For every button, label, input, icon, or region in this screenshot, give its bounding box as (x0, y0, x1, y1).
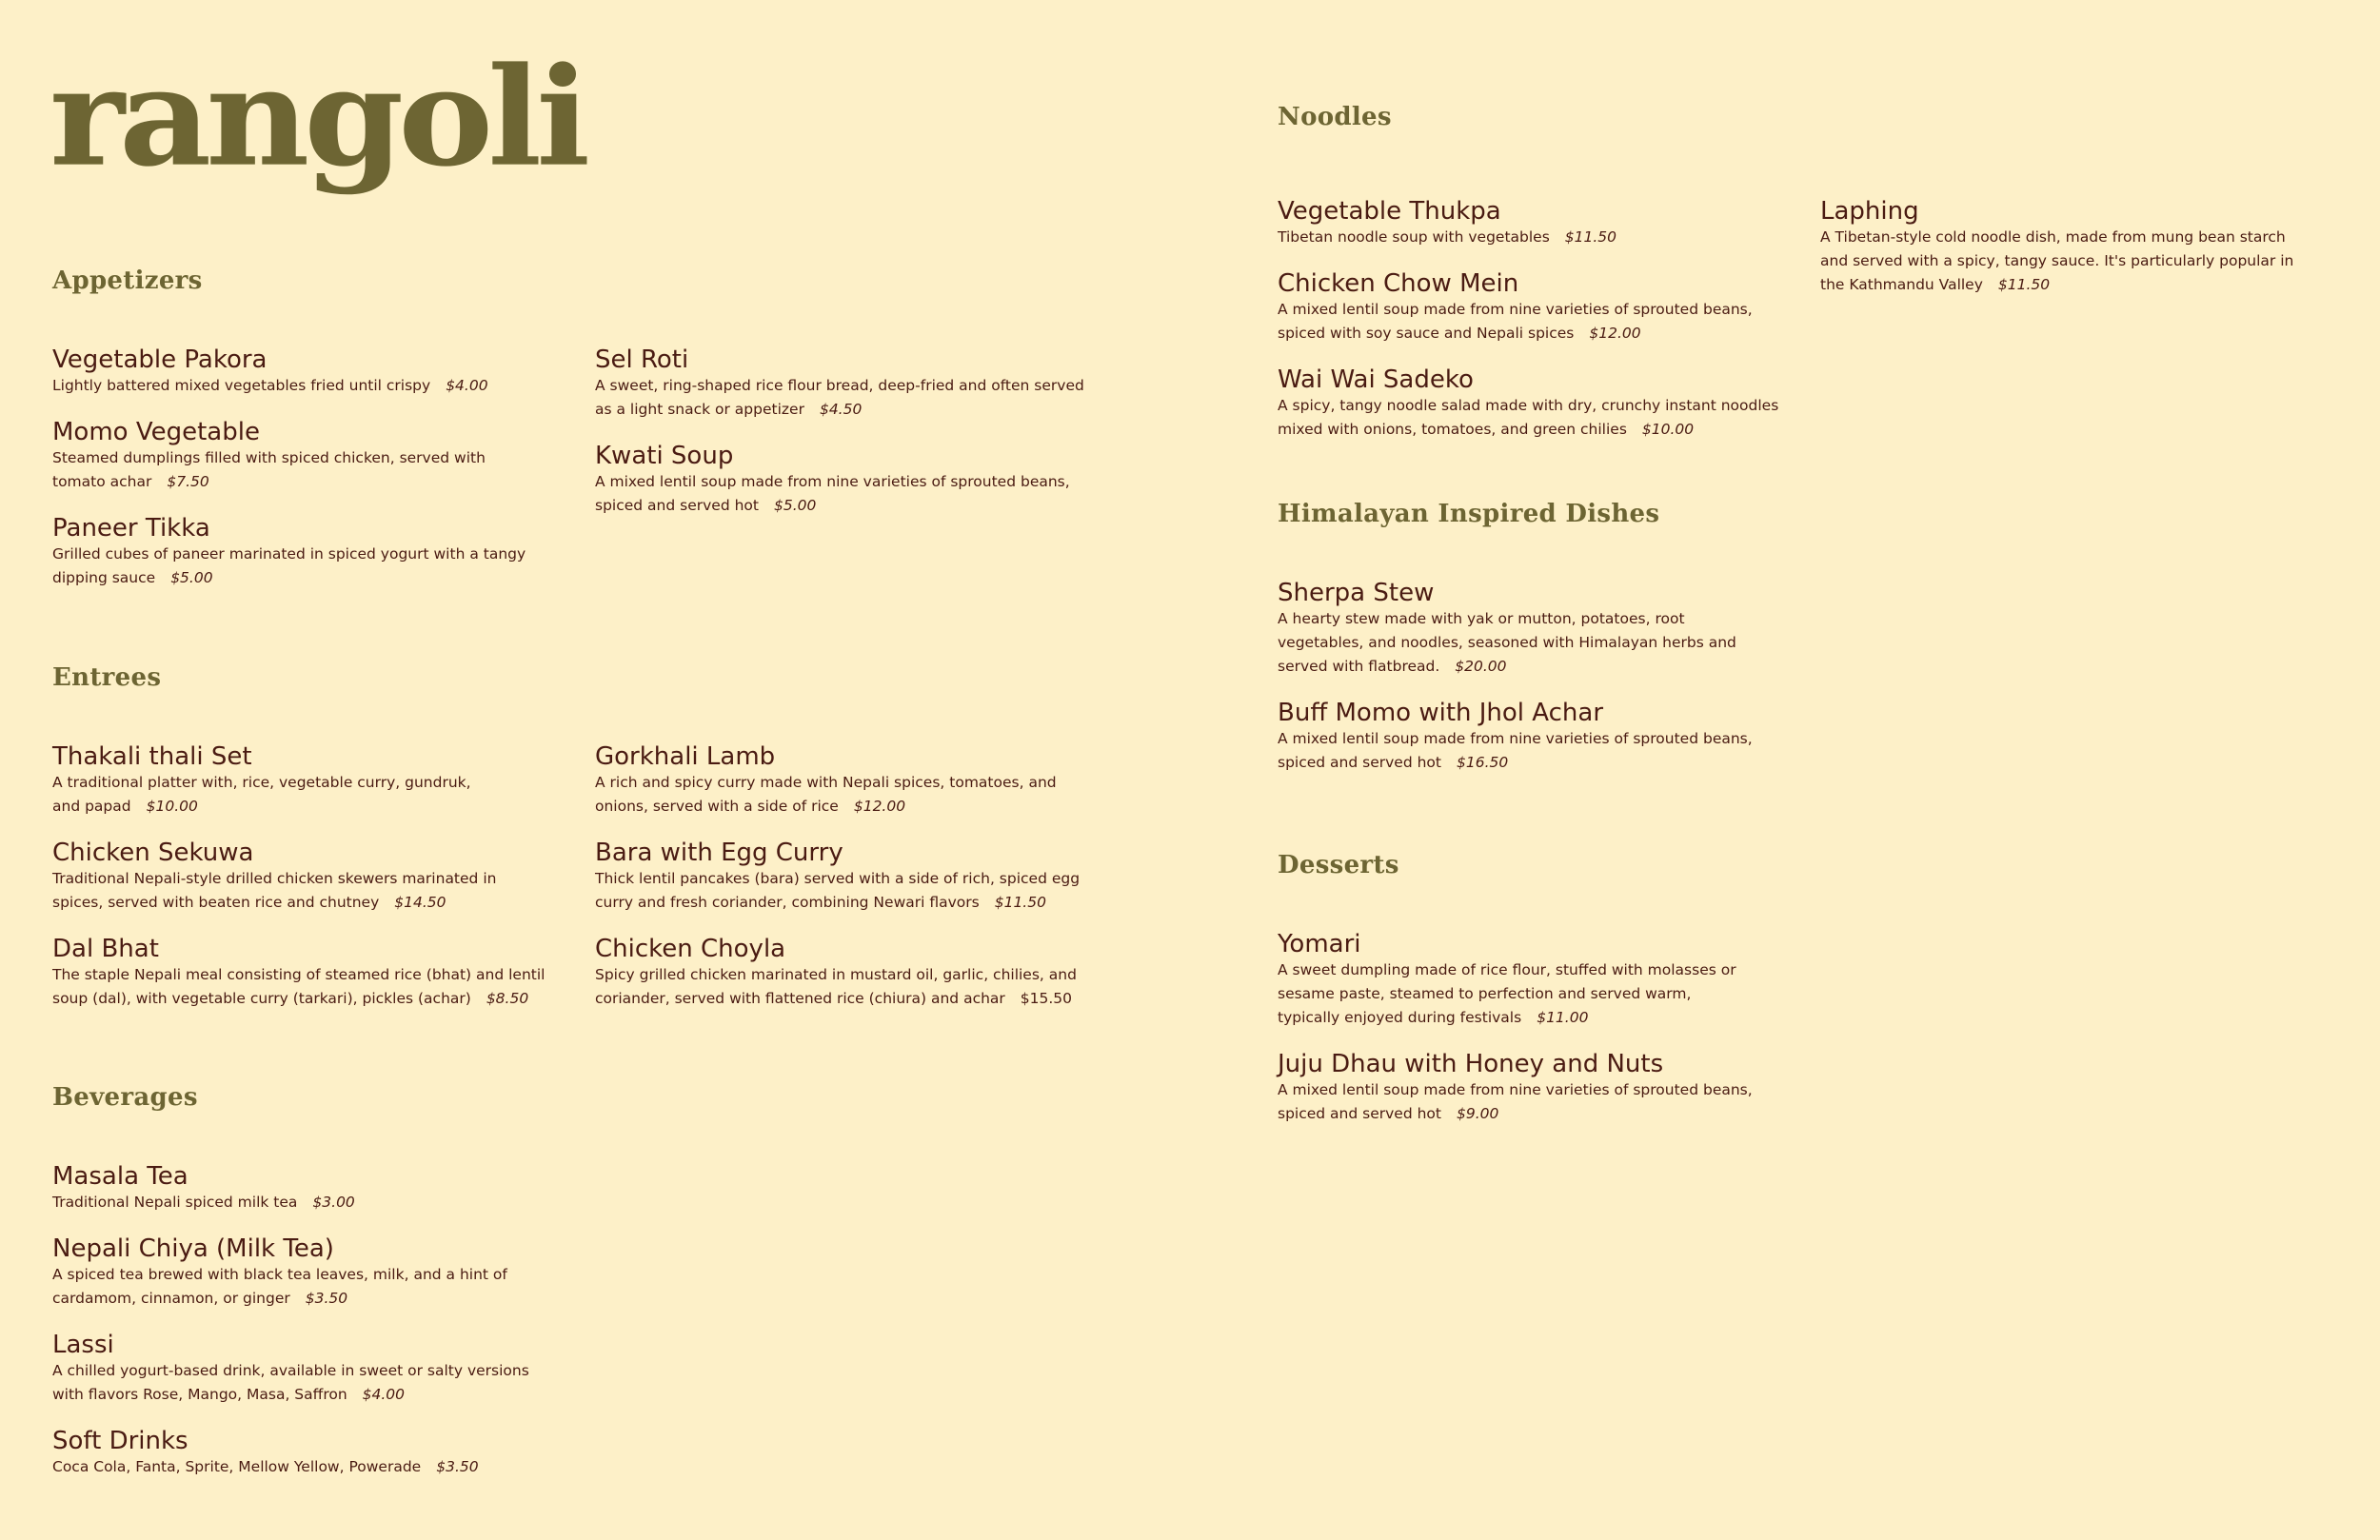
menu-item (52, 515, 595, 590)
menu-item (52, 1163, 595, 1214)
item-description: Tibetan noodle soup with vegetables (1278, 228, 1550, 246)
item-price: $11.50 (994, 894, 1046, 911)
section-title: Appetizers (52, 267, 203, 295)
item-description: A spiced tea brewed with black tea leaves, milk, and a hint of cardamom, cinnamon, or ginger (52, 1266, 507, 1307)
item-name: Masala Tea (52, 1162, 188, 1191)
item-description: The staple Nepali meal consisting of steamed rice (bhat) and lentil soup (dal), with vegetable curry (tarkari), pickles (achar) (52, 966, 545, 1007)
section-title: Noodles (1278, 103, 1392, 131)
item-name: Dal Bhat (52, 935, 159, 963)
item-price: $8.50 (486, 990, 529, 1007)
item-description: A chilled yogurt-based drink, available in sweet or salty versions with flavors Rose, Mango, Masa, Saffron (52, 1362, 529, 1403)
item-price: $9.00 (1456, 1105, 1499, 1122)
item-price: $7.50 (167, 473, 209, 490)
item-description: Traditional Nepali spiced milk tea (52, 1194, 298, 1211)
section-desserts (1278, 853, 1820, 1147)
section-title: Himalayan Inspired Dishes (1278, 500, 1660, 528)
item-description: A traditional platter with, rice, vegetable curry, gundruk, and papad (52, 774, 471, 815)
menu-item (595, 346, 1138, 422)
item-price: $3.50 (436, 1458, 479, 1475)
item-description: A mixed lentil soup made from nine varieties of sprouted beans, spiced and served hot (1278, 730, 1753, 771)
item-name: Wai Wai Sadeko (1278, 365, 1474, 394)
section-title: Beverages (52, 1083, 198, 1112)
menu-item (1278, 366, 1820, 442)
menu-item (595, 743, 1138, 819)
item-price: $14.50 (394, 894, 446, 911)
item-name: Buff Momo with Jhol Achar (1278, 699, 1604, 727)
item-name: Juju Dhau with Honey and Nuts (1278, 1050, 1664, 1078)
item-name: Chicken Choyla (595, 935, 786, 963)
menu-item (1820, 198, 2315, 297)
item-name: Kwati Soup (595, 442, 734, 470)
item-price: $12.00 (853, 798, 906, 815)
item-description: A rich and spicy curry made with Nepali spices, tomatoes, and onions, served with a side of rice (595, 774, 1057, 815)
item-name: Thakali thali Set (52, 742, 252, 771)
item-price: $10.00 (146, 798, 198, 815)
item-description: A mixed lentil soup made from nine varieties of sprouted beans, spiced and served hot (1278, 1081, 1753, 1122)
item-price: $3.50 (305, 1290, 348, 1307)
menu-item (52, 1235, 595, 1311)
item-description: A sweet dumpling made of rice flour, stuffed with molasses or sesame paste, steamed to perfection and served warm, typically enjoyed during festivals (1278, 961, 1736, 1026)
item-description: A hearty stew made with yak or mutton, potatoes, root vegetables, and noodles, seasoned with Himalayan herbs and served with flatbread. (1278, 610, 1736, 675)
item-name: Vegetable Thukpa (1278, 197, 1501, 226)
item-name: Gorkhali Lamb (595, 742, 776, 771)
item-name: Lassi (52, 1331, 114, 1359)
section-title: Entrees (52, 663, 162, 692)
item-description: Traditional Nepali-style drilled chicken skewers marinated in spices, served with beaten rice and chutney (52, 870, 497, 911)
item-price: $20.00 (1455, 658, 1507, 675)
menu-item (1278, 1051, 1820, 1126)
item-name: Vegetable Pakora (52, 346, 268, 374)
item-price: $4.00 (362, 1386, 406, 1403)
item-price: $12.00 (1589, 325, 1641, 342)
item-description: Grilled cubes of paneer marinated in spiced yogurt with a tangy dipping sauce (52, 545, 526, 586)
item-price: $5.00 (170, 569, 213, 586)
menu-item (1278, 700, 1820, 775)
item-description: Lightly battered mixed vegetables fried until crispy (52, 377, 431, 394)
item-description: Thick lentil pancakes (bara) served with a side of rich, spiced egg curry and fresh coriander, combining Newari flavors (595, 870, 1081, 911)
item-price: $11.00 (1537, 1009, 1589, 1026)
menu-item (595, 443, 1138, 518)
item-price: $15.50 (1020, 990, 1073, 1007)
item-name: Chicken Chow Mein (1278, 269, 1519, 298)
menu-item (1278, 198, 1820, 249)
item-price: $11.50 (1997, 276, 2051, 293)
item-price: $4.00 (446, 377, 488, 394)
section-appetizers (52, 268, 1138, 611)
item-name: Bara with Egg Curry (595, 839, 843, 867)
section-himalayan-dishes (1278, 502, 1820, 796)
section-entrees (52, 665, 1138, 1032)
restaurant-logo: rangoli (50, 37, 585, 197)
item-description: Spicy grilled chicken marinated in mustard oil, garlic, chilies, and coriander, served with flattened rice (chiura) and achar (595, 966, 1077, 1007)
item-description: A Tibetan-style cold noodle dish, made from mung bean starch and served with a spicy, tangy sauce. It's particularly popular in the Kathmandu Valley (1820, 228, 2294, 293)
item-price: $4.50 (819, 401, 863, 418)
menu-item (52, 1332, 595, 1407)
item-price: $3.00 (312, 1194, 355, 1211)
item-price: $16.50 (1456, 754, 1509, 771)
item-name: Yomari (1278, 930, 1361, 958)
menu-item (1278, 931, 1820, 1030)
item-name: Sel Roti (595, 346, 689, 374)
menu-item (595, 936, 1138, 1011)
item-name: Nepali Chiya (Milk Tea) (52, 1234, 334, 1263)
item-description: A spicy, tangy noodle salad made with dry, crunchy instant noodles mixed with onions, tomatoes, and green chilies (1278, 397, 1779, 438)
item-price: $5.00 (773, 497, 817, 514)
menu-item (52, 346, 595, 398)
menu-item (1278, 270, 1820, 346)
section-title: Desserts (1278, 851, 1399, 879)
menu-item (52, 936, 595, 1011)
item-name: Chicken Sekuwa (52, 839, 254, 867)
item-name: Momo Vegetable (52, 418, 260, 446)
menu-item (52, 743, 595, 819)
menu-item (1278, 580, 1820, 679)
item-name: Sherpa Stew (1278, 579, 1435, 607)
item-name: Soft Drinks (52, 1427, 188, 1455)
item-price: $11.50 (1564, 228, 1617, 246)
item-description: Steamed dumplings filled with spiced chicken, served with tomato achar (52, 449, 486, 490)
item-name: Paneer Tikka (52, 514, 210, 543)
item-price: $10.00 (1641, 421, 1695, 438)
item-description: A sweet, ring-shaped rice flour bread, deep-fried and often served as a light snack or appetizer (595, 377, 1084, 418)
menu-item (595, 839, 1138, 915)
item-description: Coca Cola, Fanta, Sprite, Mellow Yellow, Powerade (52, 1458, 422, 1475)
section-beverages (52, 1085, 595, 1500)
item-description: A mixed lentil soup made from nine varieties of sprouted beans, spiced and served hot (595, 473, 1070, 514)
menu-item (52, 419, 595, 494)
menu-item (52, 839, 595, 915)
item-description: A mixed lentil soup made from nine varieties of sprouted beans, spiced with soy sauce and Nepali spices (1278, 301, 1753, 342)
menu-item (52, 1428, 595, 1479)
item-name: Laphing (1820, 197, 1919, 226)
section-noodles (1278, 105, 2315, 463)
